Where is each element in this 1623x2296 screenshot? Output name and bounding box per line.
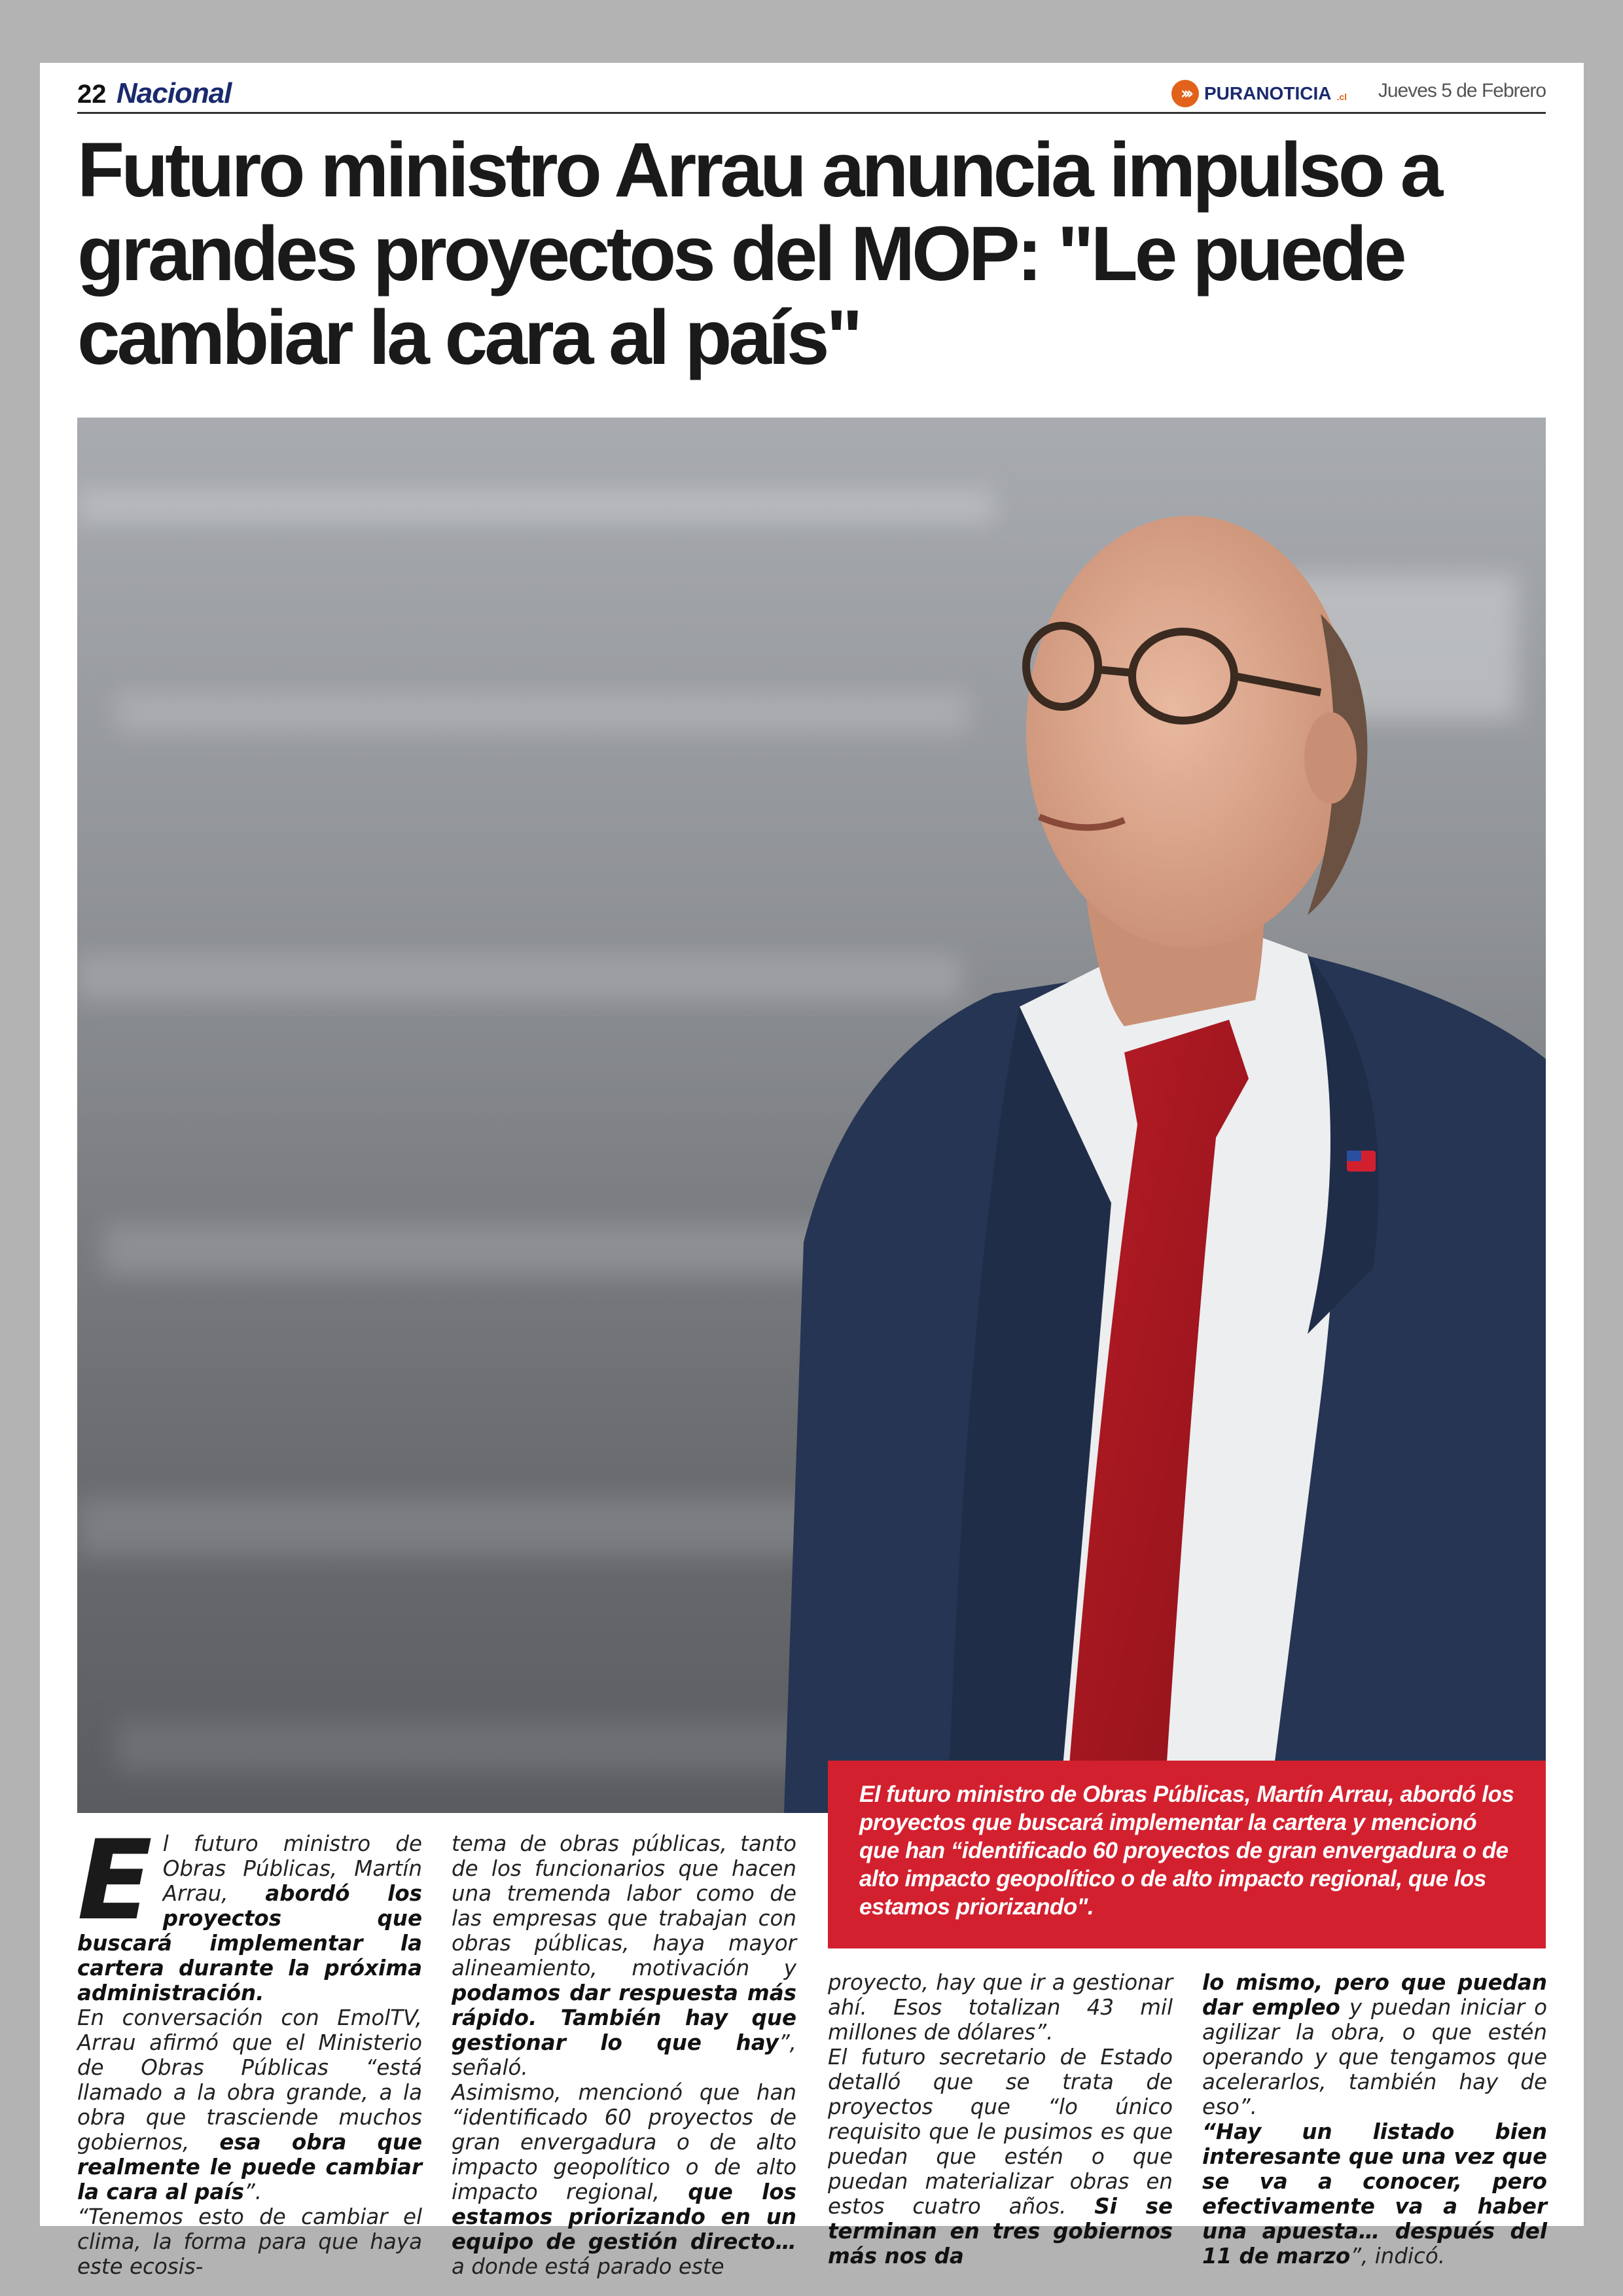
photo-man-in-suit bbox=[77, 418, 1546, 1813]
text: “Tenemos esto de cambiar el clima, la forma para que haya este ecosis- bbox=[77, 2204, 422, 2279]
page-number: 22 bbox=[77, 80, 107, 109]
paragraph bbox=[1202, 2119, 1547, 2269]
text: El futuro secretario de Estado detalló que se trata de proyectos que “lo único requisito que le pusimos es que puedan que estén o que puedan materializar obras en estos cuatro años. bbox=[828, 2045, 1173, 2219]
text: ”. bbox=[243, 2179, 262, 2204]
text: l futuro ministro de Obras Públicas, Martín Arrau, bbox=[162, 1831, 422, 1906]
text: y puedan iniciar o agilizar la obra, o que estén operando y que tengamos que acelerarlos, también hay de eso”. bbox=[1202, 1995, 1547, 2119]
drop-cap: E bbox=[77, 1816, 152, 1945]
text: a donde está parado este bbox=[452, 2254, 724, 2279]
text: ”, indicó. bbox=[1350, 2244, 1446, 2269]
play-arrows-icon: ››› bbox=[1171, 80, 1199, 107]
paragraph bbox=[828, 2045, 1173, 2269]
bold-text: que los estamos priorizando en un equipo de gestión directo… bbox=[452, 2179, 796, 2254]
text: proyecto, hay que ir a gestionar ahí. Esos totalizan 43 mil millones de dólares”. bbox=[828, 1970, 1173, 2045]
text: Asimismo, mencionó que han “identificado 60 proyectos de gran envergadura o de alto impacto geopolítico o de alto impacto regional, bbox=[452, 2080, 796, 2204]
bold-text: Si se terminan en tres gobiernos más nos da bbox=[828, 2194, 1173, 2269]
article-column-4 bbox=[1202, 1970, 1547, 2269]
paragraph bbox=[77, 2005, 422, 2204]
bold-text: abordó los proyectos que buscará implementar la cartera durante la próxima administración. bbox=[77, 1881, 422, 2005]
header-rule bbox=[77, 112, 1546, 114]
article-photo bbox=[77, 418, 1546, 1813]
article-column-2 bbox=[452, 1831, 796, 2279]
bold-text: esa obra que realmente le puede cambiar la cara al país bbox=[77, 2130, 422, 2204]
logo-wordmark: PURANOTICIA bbox=[1204, 83, 1332, 103]
paragraph bbox=[77, 2204, 422, 2279]
publication-logo bbox=[1171, 80, 1347, 107]
paragraph bbox=[828, 1970, 1173, 2045]
text: tema de obras públicas, tanto de los funcionarios que hacen una tremenda labor como de las empresas que trabajan con obras públicas, haya mayor alineamiento, motivación y bbox=[452, 1831, 796, 1981]
bold-text: lo mismo, pero que puedan dar empleo bbox=[1202, 1970, 1547, 2020]
article-headline: Futuro ministro Arrau anuncia impulso a grandes proyectos del MOP: "Le puede cambiar la cara al país" bbox=[77, 127, 1440, 381]
article-column-3 bbox=[828, 1970, 1173, 2269]
photo-caption: El futuro ministro de Obras Públicas, Martín Arrau, abordó los proyectos que buscará implementar la cartera y mencionó que han “identificado 60 proyectos de gran envergadura o de alto impacto geopolítico o de alto impacto regional, que los estamos priorizando". bbox=[828, 1761, 1546, 1948]
paragraph bbox=[452, 2080, 796, 2279]
paragraph bbox=[452, 1831, 796, 2080]
text: ”, señaló. bbox=[452, 2030, 796, 2080]
text: En conversación con EmolTV, Arrau afirmó que el Ministerio de Obras Públicas “está llamado a la obra grande, a la obra que trasciende muchos gobiernos, bbox=[77, 2005, 422, 2155]
logo-domain: .cl bbox=[1336, 92, 1347, 102]
section-label: Nacional bbox=[116, 77, 232, 109]
paragraph bbox=[1202, 1970, 1547, 2119]
article-column-1 bbox=[77, 1816, 422, 2279]
issue-date: Jueves 5 de Febrero bbox=[1378, 80, 1546, 101]
bold-text: podamos dar respuesta más rápido. También hay que gestionar lo que hay bbox=[452, 1981, 796, 2055]
page-header bbox=[77, 77, 1546, 110]
bold-text: “Hay un listado bien interesante que una vez que se va a conocer, pero efectivamente va a haber una apuesta… después del 11 de marzo bbox=[1202, 2119, 1547, 2269]
